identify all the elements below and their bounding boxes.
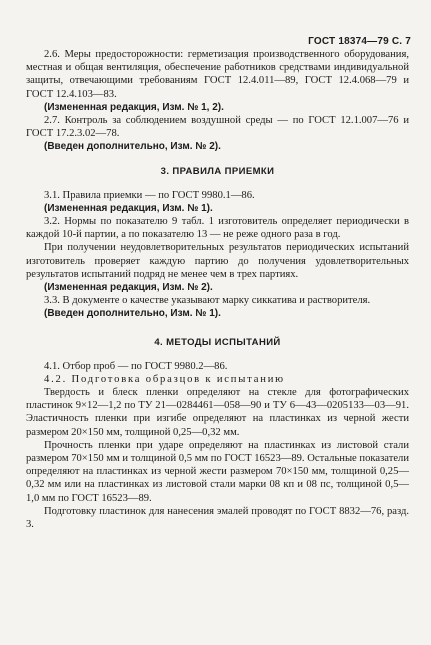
paragraph-3-2-continued: При получении неудовлетворительных результатов периодических испытаний изготовитель проверяет каждую партию до получения удовлетворительных результатов испытаний подряд не менее чем в трех партиях. xyxy=(26,242,409,280)
paragraph-4-2-preparation: Подготовку пластинок для нанесения эмалей проводят по ГОСТ 8832—76, разд. 3. xyxy=(26,505,409,531)
paragraph-4-2-glass-plates: Твердость и блеск пленки определяют на стекле для фотографических пластинок 9×12—1,2 по ТУ 21—0284461—058—90 и ТУ 6—43—0205133—03—91. Эластичность пленки при изгибе определяют на пластинках из черной жести размером 20×150 мм, толщиной 0,25—0,32 мм. xyxy=(26,387,409,438)
section-3-heading: 3. ПРАВИЛА ПРИЕМКИ xyxy=(160,165,275,177)
paragraph-3-3: 3.3. В документе о качестве указывают марку сиккатива и растворителя. xyxy=(44,295,371,307)
paragraph-4-2-steel-plates: Прочность пленки при ударе определяют на пластинках из листовой стали размером 70×150 мм и толщиной 0,5 мм по ГОСТ 16523—89. Остальные показатели определяют на пластинках из черной жести размером 70×150 мм, толщиной 0,25—0,32 мм или на пластинках из листовой стали марки 08 кп и 08 пс, толщиной 0,5—1,0 мм по ГОСТ 16523—89. xyxy=(26,439,409,504)
paragraph-4-1: 4.1. Отбор проб — по ГОСТ 9980.2—86. xyxy=(44,360,228,372)
page-body xyxy=(26,48,409,531)
amendment-note-3-1: (Измененная редакция, Изм. № 1). xyxy=(44,202,213,214)
section-4-heading: 4. МЕТОДЫ ИСПЫТАНИЙ xyxy=(154,336,281,348)
running-header: ГОСТ 18374—79 С. 7 xyxy=(308,36,411,47)
paragraph-2-6: 2.6. Меры предосторожности: герметизация производственного оборудования, местная и общая вентиляция, обеспечение работников средствами индивидуальной защиты, отвечающими требованиям ГОСТ 12.4.011—89, ГОСТ 12.4.068—79 и ГОСТ 12.4.103—83. xyxy=(26,49,409,100)
paragraph-2-7: 2.7. Контроль за соблюдением воздушной среды — по ГОСТ 12.1.007—76 и ГОСТ 17.2.3.02—78. xyxy=(26,115,409,140)
amendment-note-2-7: (Введен дополнительно, Изм. № 2). xyxy=(44,141,221,153)
paragraph-3-1: 3.1. Правила приемки — по ГОСТ 9980.1—86. xyxy=(44,189,255,201)
amendment-note-3-3: (Введен дополнительно, Изм. № 1). xyxy=(44,308,221,320)
paragraph-4-2-heading: 4.2. Подготовка образцов к испытанию xyxy=(44,373,285,385)
amendment-note-2-6: (Измененная редакция, Изм. № 1, 2). xyxy=(44,101,224,113)
amendment-note-3-2: (Измененная редакция, Изм. № 2). xyxy=(44,282,213,294)
paragraph-3-2: 3.2. Нормы по показателю 9 табл. 1 изготовитель определяет периодически в каждой 10-й партии, а по показателю 13 — не реже одного раза в год. xyxy=(26,216,409,241)
